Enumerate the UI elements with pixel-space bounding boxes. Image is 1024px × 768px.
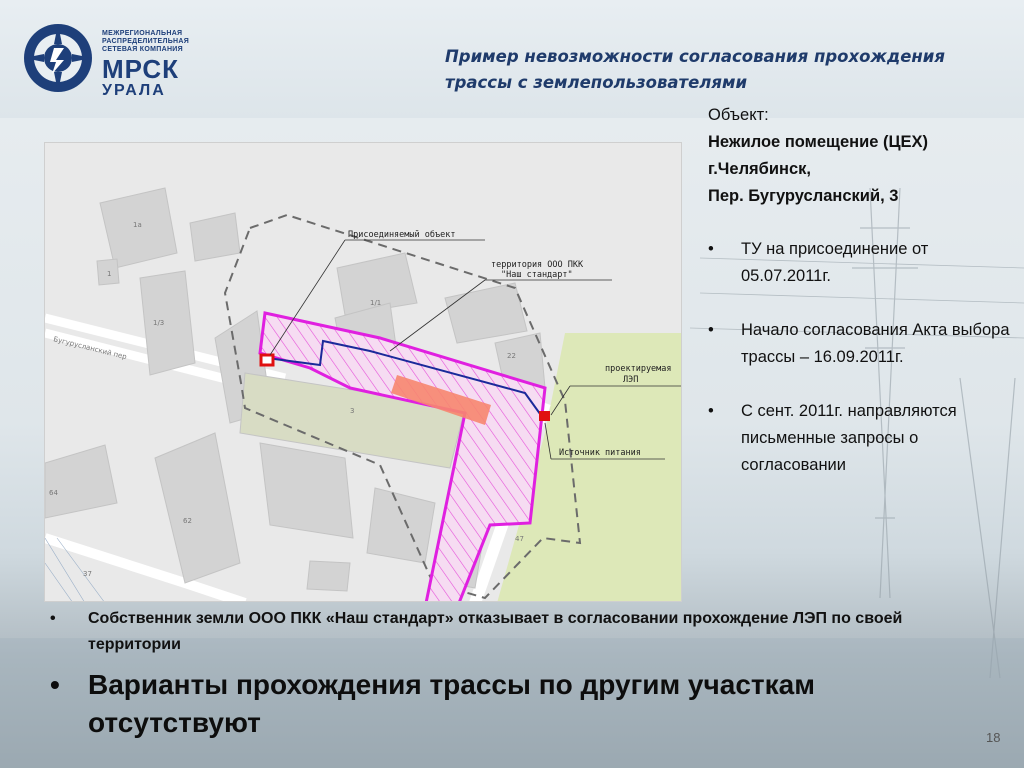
logo-line-1: МЕЖРЕГИОНАЛЬНАЯ [102,30,183,37]
bottom-bullet-large [50,666,980,742]
connected-object-marker [261,355,273,365]
map-house-22: 22 [507,352,516,360]
map-house-47: 47 [515,535,524,543]
map-house-1-3: 1/3 [153,319,165,327]
map-house-37: 37 [83,570,92,578]
company-logo [18,14,248,104]
bullet-dot: • [50,610,56,627]
map-house-1a: 1а [133,221,142,229]
building-h [307,561,350,591]
slide-title-line-1: Пример невозможности согласования прохождения [445,47,945,66]
building-1-3 [140,271,195,375]
bottom-bullet-large-text: Варианты прохождения трассы по другим участкам отсутствуют [88,669,815,738]
map-house-1: 1 [107,270,112,278]
slide-title-line-2: трассы с землепользователями [445,73,748,92]
logo-region: УРАЛА [102,82,166,99]
logo-line-3: СЕТЕВАЯ КОМПАНИЯ [102,46,183,53]
bullet-dot: • [50,669,60,700]
bullet-text: Начало согласования Акта выбора трассы – 16.09.2011г. [741,321,1010,366]
map-label-line-1: проектируемая [605,364,672,374]
bullet-item [708,236,1018,290]
map-house-62: 62 [183,517,192,525]
logo-line-2: РАСПРЕДЕЛИТЕЛЬНАЯ [102,38,190,45]
map-street-name: Бугурусланский пер [52,335,128,362]
map-house-64: 64 [49,489,58,497]
bullet-dot: • [708,240,714,258]
logo-brand: МРСК [102,54,179,84]
bottom-bullet-small [50,606,980,658]
bullet-item [708,398,1018,479]
map-house-3: 3 [350,407,355,415]
bullet-dot: • [708,321,714,339]
object-address: Пер. Бугурусланский, 3 [708,187,899,205]
bottom-bullet-small-text: Собственник земли ООО ПКК «Наш стандарт» отказывает в согласовании прохождение ЛЭП по своей территории [88,610,903,653]
site-map-drawing [45,143,682,602]
object-label: Объект: [708,106,769,124]
bullet-text: С сент. 2011г. направляются письменные запросы о согласовании [741,402,957,474]
building-e [260,443,353,538]
slide-title [445,44,1005,96]
bullet-dot: • [708,402,714,420]
object-city: г.Челябинск, [708,160,812,178]
map-house-1-1: 1/1 [370,299,382,307]
page-number: 18 [986,730,1001,745]
map-label-territory-2: "Наш стандарт" [501,270,573,280]
map-label-object: Присоединяемый объект [348,230,456,240]
bullet-item [708,317,1018,371]
object-name: Нежилое помещение (ЦЕХ) [708,133,929,151]
map-label-line-2: ЛЭП [623,375,639,385]
site-map [44,142,682,602]
bullet-text: ТУ на присоединение от 05.07.2011г. [741,240,929,285]
timeline-bullets [708,236,1018,506]
map-label-territory-1: территория ООО ПКК [491,260,584,270]
object-info [708,102,1008,210]
logo-text-small [102,30,189,54]
power-source-marker [539,411,550,421]
map-label-source: Источник питания [559,448,641,458]
